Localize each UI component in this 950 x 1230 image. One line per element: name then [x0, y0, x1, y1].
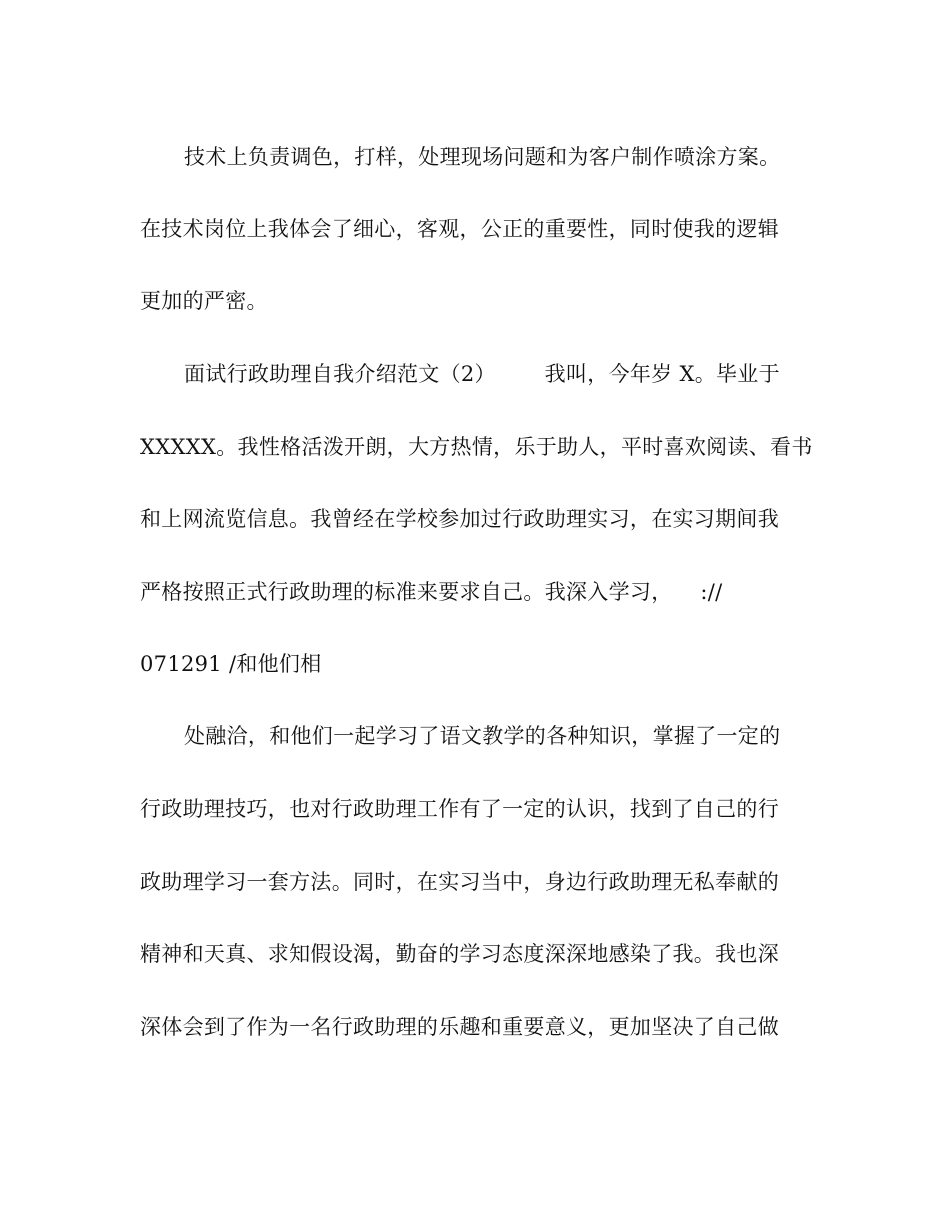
paragraph-line-2: 在技术岗位上我体会了细心，客观，公正的重要性，同时使我的逻辑 — [140, 217, 779, 241]
paragraph-line-12: 精神和天真、求知假设渴，勤奋的学习态度深深地感染了我。我也深 — [140, 942, 779, 966]
paragraph-line-10: 行政助理技巧，也对行政助理工作有了一定的认识，找到了自己的行 — [140, 797, 779, 821]
paragraph-line-13: 深体会到了作为一名行政助理的乐趣和重要意义，更加坚决了自己做 — [140, 1015, 779, 1039]
paragraph-line-3: 更加的严密。 — [140, 289, 268, 313]
paragraph-line-1: 技术上负责调色，打样，处理现场问题和为客户制作喷涂方案。 — [184, 145, 781, 169]
paragraph-line-11: 政助理学习一套方法。同时，在实习当中，身边行政助理无私奉献的 — [140, 870, 779, 894]
paragraph-line-7: 严格按照正式行政助理的标准来要求自己。我深入学习， :// — [140, 580, 723, 604]
paragraph-line-6: 和上网流览信息。我曾经在学校参加过行政助理实习，在实习期间我 — [140, 507, 779, 531]
paragraph-line-4: 面试行政助理自我介绍范文（2） 我叫，今年岁 X。毕业于 — [184, 362, 780, 386]
paragraph-line-5: XXXXX。我性格活泼开朗，大方热情，乐于助人，平时喜欢阅读、看书 — [140, 435, 813, 459]
paragraph-line-9: 处融洽，和他们一起学习了语文教学的各种知识，掌握了一定的 — [184, 724, 781, 748]
paragraph-line-8: 071291 /和他们相 — [140, 652, 322, 676]
